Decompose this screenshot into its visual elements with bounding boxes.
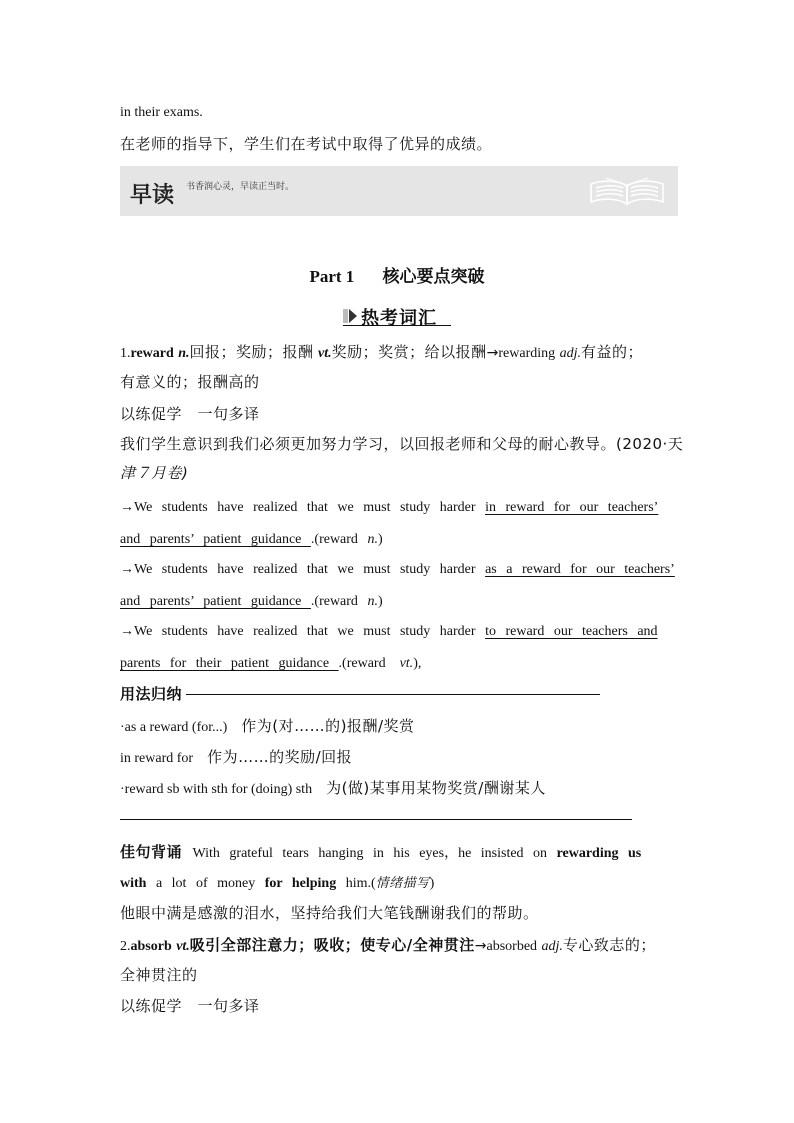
example-sentence: 佳句背诵 With grateful tears hanging in his eyes，he insisted on rewarding us — [120, 843, 642, 861]
part-heading — [0, 262, 794, 287]
answer-blank: and parents’ patient guidance — [120, 594, 311, 609]
example-label: 佳句背诵 — [120, 843, 183, 861]
translation-1-cont: and parents’ patient guidance .(reward n.) — [120, 532, 383, 547]
answer-blank: as a reward for our teachers’ — [485, 562, 675, 577]
translation-3: →We students have realized that we must study harder to reward our teachers and — [120, 624, 658, 639]
banner-slogan: 书香润心灵，早读正当时。 — [186, 182, 295, 192]
translation-2: →We students have realized that we must study harder as a reward for our teachers’ — [120, 562, 675, 577]
section-title: 热考词汇 — [361, 308, 437, 329]
section-title-underline — [343, 325, 451, 326]
definition: 有益的； — [580, 343, 643, 361]
definition: 回报；奖励；报酬 — [189, 343, 314, 361]
part-of-speech: n. — [178, 346, 190, 361]
entry-reward-definition — [120, 342, 675, 364]
usage-rule-bottom — [120, 819, 632, 820]
answer-blank: in reward for our teachers’ — [485, 500, 659, 515]
part-label: Part 1 — [309, 267, 355, 286]
entry-absorb-definition — [120, 935, 675, 957]
usage-title: 用法归纳 — [120, 685, 183, 703]
definition: 奖励；奖赏；给以报酬 — [331, 343, 487, 361]
headword: absorb — [130, 939, 172, 954]
section-heading — [343, 303, 453, 327]
part-title: 核心要点突破 — [382, 267, 485, 286]
continued-sentence-end: in their exams. — [120, 105, 203, 120]
part-of-speech: adj. — [541, 939, 563, 954]
part-of-speech: adj. — [559, 346, 581, 361]
practice-label: 以练促学 一句多译 — [120, 405, 260, 423]
entry-reward-definition-cont: 有意义的；报酬高的 — [120, 373, 260, 391]
entry-absorb-definition-cont: 全神贯注的 — [120, 966, 198, 984]
usage-rule-top — [186, 694, 600, 695]
practice-label: 以练促学 一句多译 — [120, 997, 260, 1015]
definition: 吸引全部注意力；吸收；使专心/全神贯注 — [189, 936, 475, 954]
section-marker-icon — [343, 309, 357, 323]
open-book-icon — [588, 174, 666, 208]
arrow-icon: → — [486, 345, 499, 361]
usage-item: in reward for 作为……的奖励/回报 — [120, 748, 353, 766]
exercise-source: 津７月卷) — [120, 464, 189, 482]
example-translation: 他眼中满是感激的泪水，坚持给我们大笔钱酬谢我们的帮助。 — [120, 904, 539, 922]
entry-number: 1. — [120, 346, 131, 361]
translation-2-cont: and parents’ patient guidance .(reward n.) — [120, 594, 383, 609]
arrow-icon: → — [474, 938, 487, 954]
continued-sentence-translation: 在老师的指导下，学生们在考试中取得了优异的成绩。 — [120, 135, 493, 153]
headword: reward — [130, 346, 174, 361]
translation-1: →We students have realized that we must study harder in reward for our teachers’ — [120, 500, 659, 515]
morning-reading-banner — [120, 166, 678, 216]
definition: 专心致志的； — [562, 936, 656, 954]
exercise-prompt: 我们学生意识到我们必须更加努力学习，以回报老师和父母的耐心教导。(2020·天 — [120, 435, 684, 453]
answer-blank: and parents’ patient guidance — [120, 532, 311, 547]
banner-title: 早读 — [130, 183, 175, 208]
translation-3-cont: parents for their patient guidance .(reward vt.), — [120, 656, 422, 671]
part-of-speech: vt. — [318, 346, 332, 361]
entry-number: 2. — [120, 939, 131, 954]
answer-blank: to reward our teachers and — [485, 624, 658, 639]
example-sentence-cont: with a lot of money for helping him.(情绪描写) — [120, 876, 435, 891]
answer-blank: parents for their patient guidance — [120, 656, 339, 671]
usage-item: ·reward sb with sth for (doing) sth 为(做)某事用某物奖赏/酬谢某人 — [120, 779, 546, 797]
derived-word: rewarding — [498, 346, 556, 361]
derived-word: absorbed — [486, 939, 538, 954]
part-of-speech: vt. — [176, 939, 190, 954]
usage-item: ·as a reward (for...) 作为(对……的)报酬/奖赏 — [120, 717, 415, 735]
